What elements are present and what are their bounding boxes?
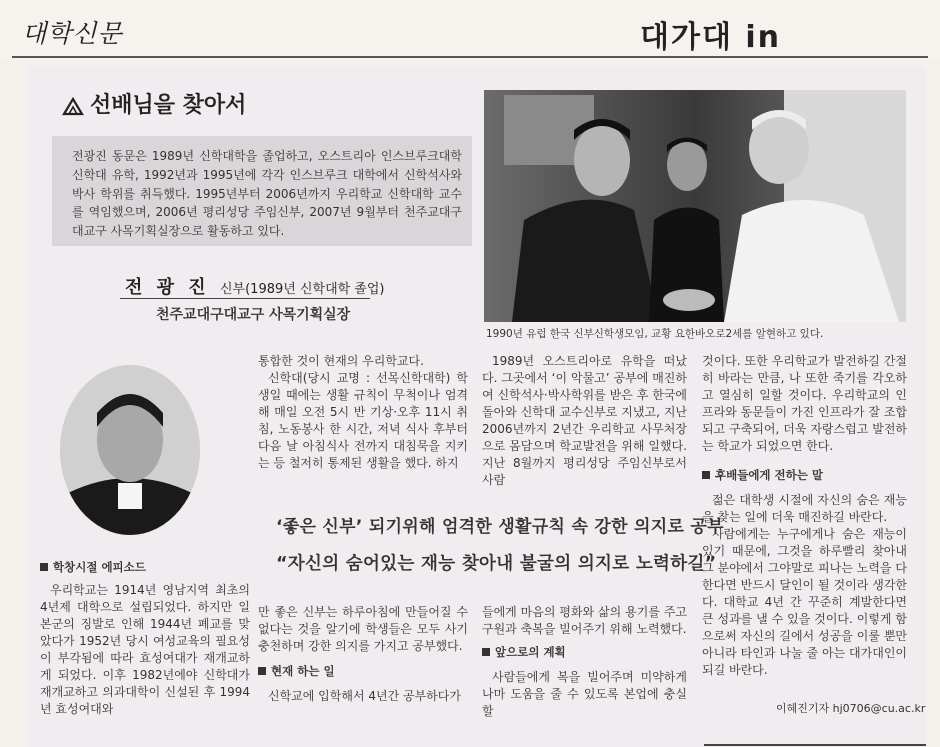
column-4-text-b: 젊은 대학생 시절에 자신의 숨은 재능을 찾는 일에 더욱 매진하길 바란다. [702, 493, 907, 524]
column-3-top [482, 353, 687, 489]
column-4 [702, 353, 907, 679]
masthead [0, 0, 940, 60]
column-1 [40, 555, 250, 718]
column-3-text-a: 1989년 오스트리아로 유학을 떠났다. 그곳에서 ‘이 악물고’ 공부에 매진하여 신학석사·박사학위를 받은 후 한국에 돌아와 신학대 교수신부로 지냈고, 지난 2006년까지 2년간 우리학교 사무처장으로 몸담으며 학교발전을 위해 일했다. 지난 8월까지 평리성당 주임신부로서 사람 [482, 354, 687, 487]
column-2-text-a: 통합한 것이 현재의 우리학교다. [258, 354, 424, 368]
column-3-text-b: 들에게 마음의 평화와 삶의 용기를 주고 구원과 축복을 빌어주기 위해 노력했다. [482, 605, 687, 636]
headline-1: ‘좋은 신부’ 되기위해 엄격한 생활규칙 속 강한 의지로 공부 [276, 517, 724, 537]
section-heading-now: 현재 하는 일 [258, 663, 468, 680]
article-title [62, 88, 246, 119]
masthead-rule [12, 56, 928, 58]
main-photo-image [484, 90, 906, 322]
portrait-photo [60, 365, 200, 535]
column-4-text-c: 사람에게는 누구에게나 숨은 재능이 있기 때문에, 그것을 하루빨리 찾아내 그 분야에서 그야말로 피나는 노력을 다한다면 반드시 달인이 될 것이라 생각한다. 대학교 4년 간 꾸준히 계발한다면 큰 성과를 낼 수 있을 것이다. 이렇게 함으로써 자신의 길에서 성공을 이룰 뿐만 아니라 타인과 나눌 줄 아는 대가대인이 되길 바란다. [702, 527, 907, 677]
portrait-image [60, 365, 200, 535]
section-heading-future: 앞으로의 계획 [482, 644, 687, 661]
intro-text: 전광진 동문은 1989년 신학대학을 졸업하고, 오스트리아 인스브루크대학 신학대 유학, 1992년과 1995년에 각각 인스브루크 대학에서 신학석사와 박사 학위를 취득했다. 1995년부터 2006년까지 우리학교 신학대학 교수를 역임했으며, 2006년 평리성당 주임신부, 2007년 9월부터 천주교대구대교구 사목기획실장으로 활동하고 있다. [72, 149, 462, 239]
profile-title: 신부(1989년 신학대학 졸업) [219, 282, 385, 297]
headline-2: “자신의 숨어있는 재능 찾아내 불굴의 의지로 노력하길” [276, 554, 717, 574]
newspaper-logo: 대학신문 [22, 19, 123, 48]
photo-caption: 1990년 유럽 한국 신부신학생모임, 교황 요한바오로2세를 알현하고 있다. [486, 328, 824, 340]
section-heading-school: 학창시절 에피소드 [40, 559, 250, 576]
column-1-text: 우리학교는 1914년 영남지역 최초의 4년제 대학으로 설립되었다. 하지만 일본군의 징발로 인해 1944년 폐교를 맞았다가 1952년 당시 여성교육의 필요성이 부각됨에 따라 효성여대가 재개교하게 되었다. 이후 1982년에야 신학대가 재개교하고 의과대학이 신설된 후 1994년 효성여대와 [40, 583, 250, 716]
column-2-bottom [258, 604, 468, 705]
profile-name [125, 273, 385, 299]
column-2-text-c: 만 좋은 신부는 하루아침에 만들어질 수 없다는 것을 알기에 학생들은 모두 사기충천하며 강한 의지를 가지고 공부했다. [258, 605, 468, 653]
column-4-text-a: 것이다. 또한 우리학교가 발전하길 간절히 바라는 만큼, 나 또한 죽기를 각오하고 열심히 일할 것이다. 우리학교의 인프라와 동문들이 가진 인프라가 잘 조합되고 구축되어, 더욱 자랑스럽고 발전하는 학교가 되었으면 한다. [702, 354, 907, 453]
name-divider [120, 298, 370, 299]
profile-organization: 천주교대구대교구 사목기획실장 [156, 307, 351, 323]
column-3-bottom [482, 604, 687, 720]
article-title-text: 선배님을 찾아서 [90, 93, 247, 118]
bottom-rule [704, 744, 926, 746]
profile-name-text: 전 광 진 [125, 277, 210, 298]
main-photo [484, 90, 906, 322]
mountain-icon [62, 96, 84, 116]
column-3-text-c: 사람들에게 복을 빌어주며 미약하게나마 도움을 줄 수 있도록 본업에 충실할 [482, 670, 687, 718]
column-2-text-d: 신학교에 입학해서 4년간 공부하다가 [268, 689, 461, 703]
section-heading-advice: 후배들에게 전하는 말 [702, 467, 907, 484]
column-2-text-b: 신학대(당시 교명 : 선목신학대학) 학생일 때에는 생활 규칙이 무척이나 엄격해 매일 오전 5시 반 기상·오후 11시 취침, 노동봉사 한 시간, 저녁 식사 후부터 다음 날 아침식사 전까지 대침묵을 지키는 등 철저히 통제된 생활을 했다. 하지 [258, 371, 468, 470]
column-2-top [258, 353, 468, 472]
byline: 이혜진기자 hj0706@cu.ac.kr [776, 702, 926, 715]
section-tag: 대가대 in [640, 20, 782, 55]
